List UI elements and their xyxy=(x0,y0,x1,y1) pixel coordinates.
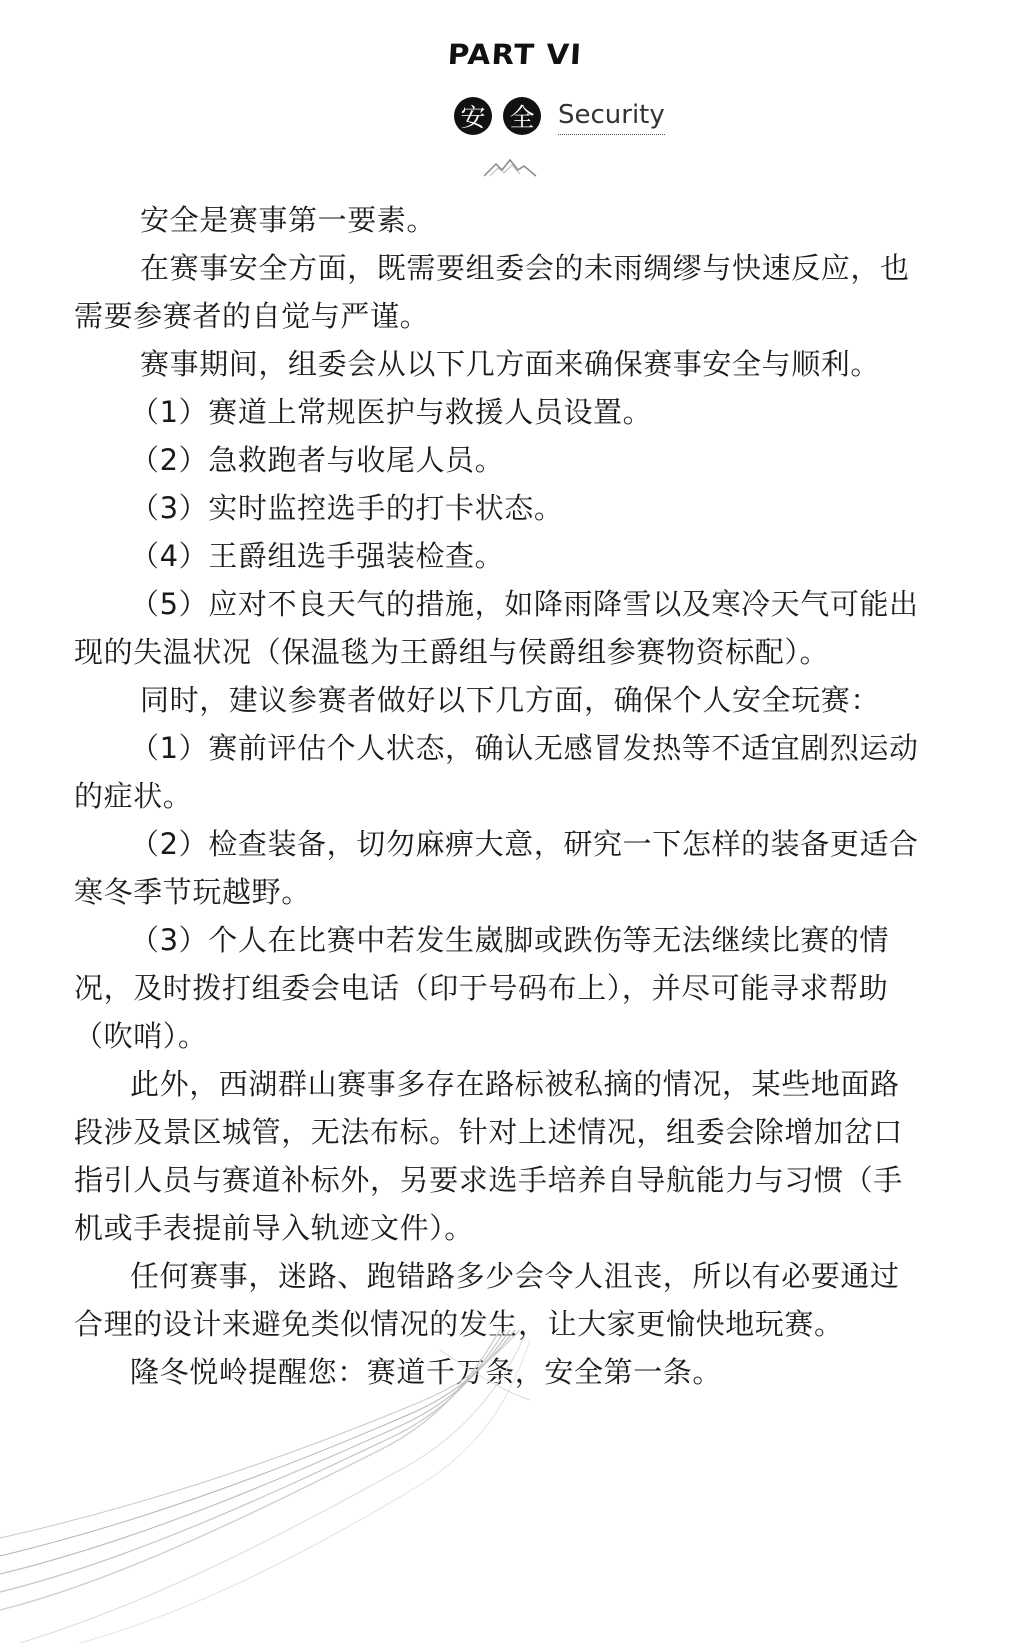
mountain-icon xyxy=(484,158,544,180)
paragraph: 隆冬悦岭提醒您：赛道千万条，安全第一条。 xyxy=(130,1355,723,1389)
list-item: （3）实时监控选手的打卡状态。 xyxy=(130,491,564,525)
part-label: PART VI xyxy=(446,38,584,71)
list-item: （4）王爵组选手强装检查。 xyxy=(130,539,505,573)
paragraph: 任何赛事，迷路、跑错路多少会令人沮丧，所以有必要通过合理的设计来避免类似情况的发生，让大家更愉快地玩赛。 xyxy=(74,1259,900,1341)
paragraph: 此外，西湖群山赛事多存在路标被私摘的情况，某些地面路段涉及景区城管，无法布标。针对上述情况，组委会除增加岔口指引人员与赛道补标外，另要求选手培养自导航能力与习惯（手机或手表提前导入轨迹文件）。 xyxy=(74,1067,903,1245)
list-item: （1）赛前评估个人状态，确认无感冒发热等不适宜剧烈运动的症状。 xyxy=(74,731,919,813)
title-english: Security xyxy=(558,98,665,135)
paragraph: 赛事期间，组委会从以下几方面来确保赛事安全与顺利。 xyxy=(140,347,881,381)
list-item: （5）应对不良天气的措施，如降雨降雪以及寒冷天气可能出现的失温状况（保温毯为王爵组与侯爵组参赛物资标配）。 xyxy=(74,587,919,669)
paragraph: 在赛事安全方面，既需要组委会的未雨绸缪与快速反应，也需要参赛者的自觉与严谨。 xyxy=(74,251,910,333)
decorative-waves xyxy=(0,1330,1030,1643)
section-title xyxy=(454,96,665,136)
title-char-1: 安 xyxy=(454,97,492,135)
list-item: （3）个人在比赛中若发生崴脚或跌伤等无法继续比赛的情况，及时拨打组委会电话（印于号码布上），并尽可能寻求帮助（吹哨）。 xyxy=(74,923,890,1053)
paragraph: 同时，建议参赛者做好以下几方面，确保个人安全玩赛： xyxy=(140,683,881,717)
list-item: （2）急救跑者与收尾人员。 xyxy=(130,443,505,477)
list-item: （1）赛道上常规医护与救援人员设置。 xyxy=(130,395,653,429)
title-char-2: 全 xyxy=(503,97,541,135)
list-item: （2）检查装备，切勿麻痹大意，研究一下怎样的装备更适合寒冬季节玩越野。 xyxy=(74,827,919,909)
body-text xyxy=(74,196,926,1396)
paragraph: 安全是赛事第一要素。 xyxy=(140,203,437,237)
part-header xyxy=(0,38,1030,71)
